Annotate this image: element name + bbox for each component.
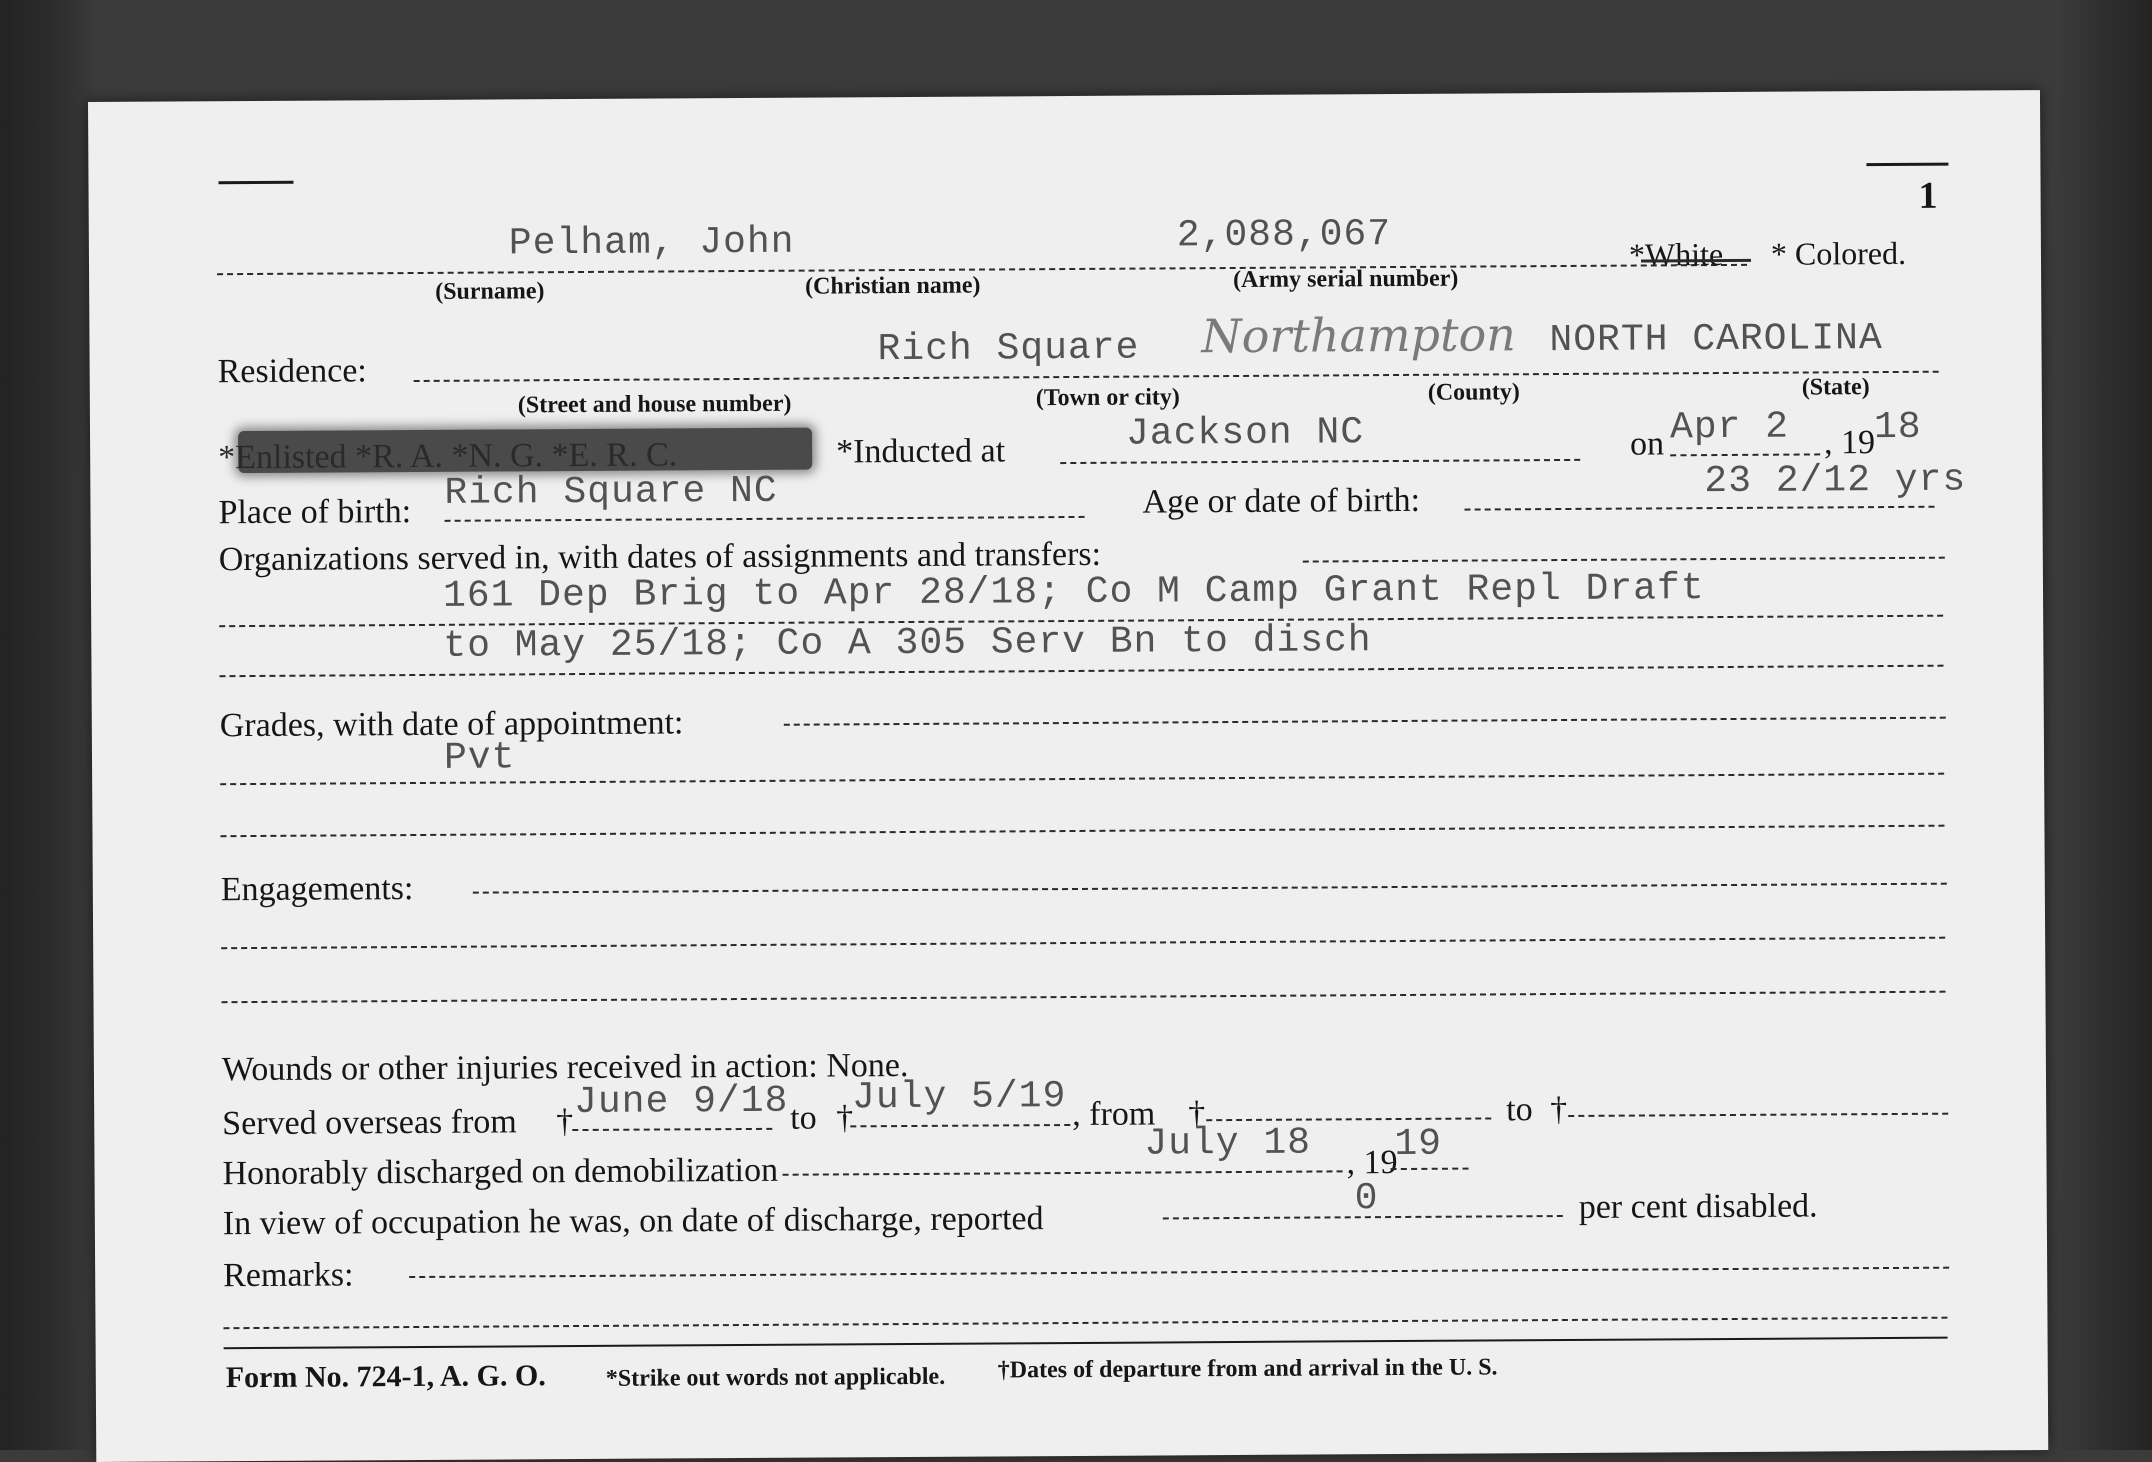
inducted-year-value: 18 xyxy=(1873,405,1922,450)
footnote-strike: *Strike out words not applicable. xyxy=(605,1363,946,1392)
grades-line-0 xyxy=(784,717,1946,726)
inducted-label: *Inducted at xyxy=(836,432,1006,471)
footer-rule xyxy=(224,1337,1948,1350)
second-to-label: to xyxy=(1506,1091,1533,1129)
scanner-edge-left xyxy=(0,0,95,1450)
inducted-date-line xyxy=(1670,453,1820,456)
grade-value: Pvt xyxy=(443,736,516,780)
caption-street: (Street and house number) xyxy=(517,390,792,419)
enlisted-options-struck: *Enlisted *R. A. *N. G. *E. R. C. xyxy=(218,436,678,477)
overseas-to-label: to xyxy=(790,1099,817,1137)
footnote-dates: †Dates of departure from and arrival in the U. S. xyxy=(997,1354,1498,1384)
inducted-date-value: Apr 2 xyxy=(1669,405,1790,450)
engagements-line-0 xyxy=(473,883,1947,894)
form-number: Form No. 724-1, A. G. O. xyxy=(225,1359,546,1395)
grades-label: Grades, with date of appointment: xyxy=(219,704,684,745)
residence-state-value: NORTH CAROLINA xyxy=(1549,317,1883,363)
discharge-date-line xyxy=(783,1170,1343,1175)
second-from-dagger: † xyxy=(1188,1095,1206,1133)
race-colored-label: * Colored. xyxy=(1770,234,1907,272)
engagements-label: Engagements: xyxy=(220,870,414,909)
name-line xyxy=(217,264,1747,275)
disability-value: 0 xyxy=(1354,1177,1379,1221)
top-left-rule xyxy=(218,181,293,184)
caption-state: (State) xyxy=(1801,374,1870,401)
organizations-label: Organizations served in, with dates of assignments and transfers: xyxy=(218,535,1102,579)
disability-suffix: per cent disabled. xyxy=(1578,1187,1818,1226)
top-right-rule xyxy=(1866,163,1948,167)
birthplace-line xyxy=(445,516,1085,522)
card-number: 1 xyxy=(1918,174,1938,217)
second-to-dagger: † xyxy=(1550,1090,1568,1129)
discharge-year-prefix: , 19 xyxy=(1346,1144,1398,1182)
discharge-date-value: July 18 xyxy=(1144,1121,1312,1166)
overseas-label: Served overseas from xyxy=(222,1103,517,1143)
organizations-line-2-value: to May 25/18; Co A 305 Serv Bn to disch xyxy=(443,619,1372,668)
second-to-line xyxy=(1568,1113,1948,1117)
wounds-label: Wounds or other injuries received in action: None. xyxy=(221,1047,909,1089)
serial-number-value: 2,088,067 xyxy=(1176,213,1392,258)
organizations-line-1-value: 161 Dep Brig to Apr 28/18; Co M Camp Grant Repl Draft xyxy=(442,567,1705,618)
service-record-card xyxy=(88,90,2048,1462)
remarks-line-1 xyxy=(223,1317,1947,1330)
overseas-to-value: July 5/19 xyxy=(851,1075,1067,1120)
year-prefix: , 19 xyxy=(1824,424,1876,462)
second-from-line xyxy=(1206,1117,1491,1121)
birthplace-label: Place of birth: xyxy=(218,493,412,532)
name-value: Pelham, John xyxy=(508,220,795,266)
residence-line xyxy=(414,371,1939,382)
caption-surname: (Surname) xyxy=(435,278,545,305)
overseas-from-value: June 9/18 xyxy=(573,1079,789,1125)
caption-christian-name: (Christian name) xyxy=(805,272,981,300)
inducted-place-value: Jackson NC xyxy=(1125,411,1365,456)
grades-line-2 xyxy=(220,825,1944,838)
overseas-to-dagger: † xyxy=(836,1099,854,1137)
overseas-from-dagger: † xyxy=(556,1103,574,1141)
residence-label: Residence: xyxy=(217,352,367,391)
engagements-line-2 xyxy=(221,991,1945,1004)
age-label: Age or date of birth: xyxy=(1142,481,1421,521)
caption-county: (County) xyxy=(1427,379,1520,406)
age-value: 23 2/12 yrs xyxy=(1704,458,1967,504)
overseas-to-line xyxy=(850,1124,1070,1127)
disability-label: In view of occupation he was, on date of discharge, reported xyxy=(222,1200,1044,1243)
race-white-strikeout xyxy=(1641,259,1751,263)
remarks-label: Remarks: xyxy=(223,1256,354,1295)
caption-town: (Town or city) xyxy=(1035,384,1180,412)
residence-town-value: Rich Square xyxy=(877,326,1140,372)
on-label: on xyxy=(1630,425,1665,463)
inducted-line xyxy=(1060,459,1580,464)
discharge-year-line xyxy=(1391,1168,1469,1170)
caption-army-serial: (Army serial number) xyxy=(1233,265,1459,294)
engagements-line-1 xyxy=(221,937,1945,950)
race-white-label: *White xyxy=(1628,236,1724,273)
discharge-year-value: 19 xyxy=(1394,1122,1443,1167)
discharge-label: Honorably discharged on demobilization xyxy=(222,1151,779,1193)
overseas-from-line xyxy=(572,1128,772,1131)
second-from-label: , from xyxy=(1072,1095,1156,1134)
remarks-line-0 xyxy=(409,1267,1949,1278)
age-line xyxy=(1465,506,1935,511)
residence-county-value: Northampton xyxy=(1201,307,1516,364)
birthplace-value: Rich Square NC xyxy=(444,469,778,515)
organizations-line-0 xyxy=(1303,557,1945,563)
scanner-edge-right xyxy=(2060,0,2152,1450)
